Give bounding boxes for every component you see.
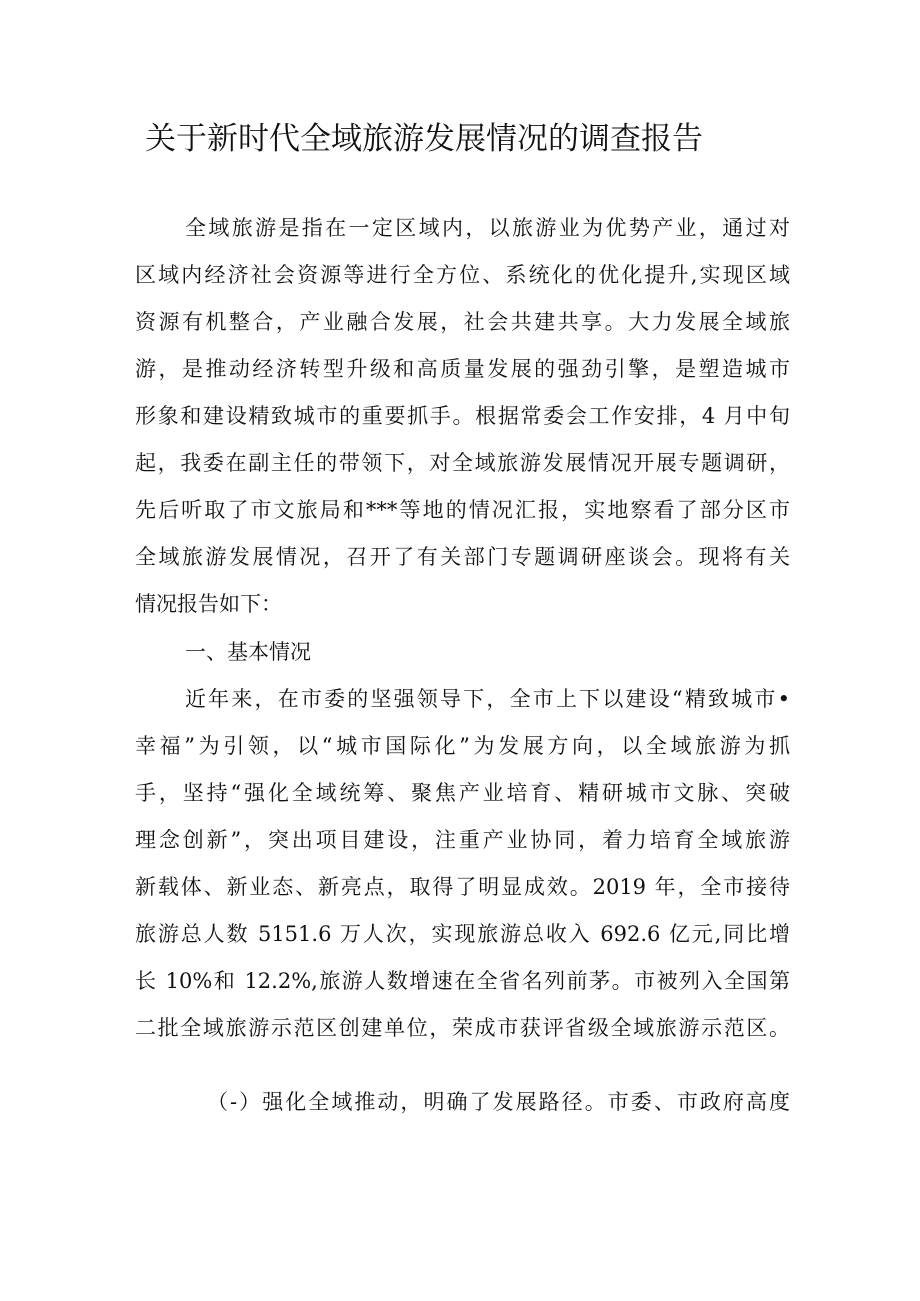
paragraph-line: 新载体、新业态、新亮点，取得了明显成效。2019 年，全市接待 [135,875,790,899]
paragraph-line: 形象和建设精致城市的重要抓手。根据常委会工作安排，4 月中旬 [135,404,790,428]
paragraph-line: 手，坚持“强化全域统筹、聚焦产业培育、精研城市文脉、突破 [135,781,790,805]
paragraph-line: 全域旅游发展情况，召开了有关部门专题调研座谈会。现将有关 [135,545,790,569]
section-heading: 一、基本情况 [185,640,311,664]
paragraph-line: 情况报告如下： [135,592,282,616]
paragraph-line: 起，我委在副主任的带领下，对全域旅游发展情况开展专题调研， [135,451,790,475]
paragraph-line: 游，是推动经济转型升级和高质量发展的强劲引擎，是塑造城市 [135,357,790,381]
paragraph-line: 幸福”为引领，以“城市国际化”为发展方向，以全域旅游为抓 [135,734,790,758]
paragraph-line: 理念创新”，突出项目建设，注重产业协同，着力培育全域旅游 [135,828,790,852]
paragraph-line: 先后听取了市文旅局和***等地的情况汇报，实地察看了部分区市 [135,498,790,522]
subsection-heading: （-）强化全域推动，明确了发展路径。市委、市政府高度 [207,1090,790,1114]
paragraph-line: 近年来，在市委的坚强领导下，全市上下以建设“精致城市• [185,687,790,711]
paragraph-line: 长 10%和 12.2%,旅游人数增速在全省名列前茅。市被列入全国第 [135,969,790,993]
paragraph-line: 全域旅游是指在一定区域内，以旅游业为优势产业，通过对 [185,216,790,240]
paragraph-line: 旅游总人数 5151.6 万人次，实现旅游总收入 692.6 亿元,同比增 [135,922,790,946]
paragraph-line: 二批全域旅游示范区创建单位，荣成市获评省级全域旅游示范区。 [135,1016,790,1040]
paragraph-line: 资源有机整合，产业融合发展，社会共建共享。大力发展全域旅 [135,310,790,334]
document-title: 关于新时代全域旅游发展情况的调查报告 [145,121,703,157]
paragraph-line: 区域内经济社会资源等进行全方位、系统化的优化提升,实现区域 [135,263,790,287]
